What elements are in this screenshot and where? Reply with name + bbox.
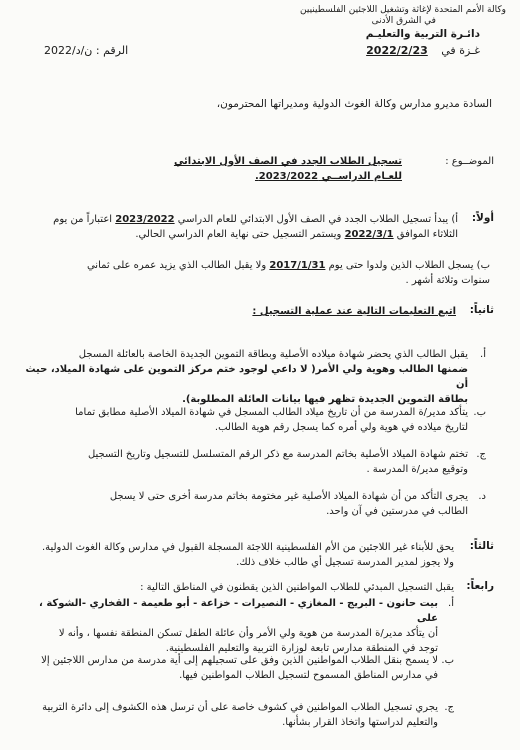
section-fourth-label: رابعاً: xyxy=(466,580,494,592)
org-name-line2: في الشرق الأدنى xyxy=(371,16,436,26)
org-name-line1: وكالة الأمم المتحدة لإغاثة وتشغيل اللاجئين الفلسطينيين xyxy=(300,5,506,15)
list-line: توجد في المنطقة مدارس تابعة لوزارة التربية والتعليم الفلسطينية. xyxy=(165,643,438,654)
section-second-heading: اتبع التعليمات التالية عند عملية التسجيل : xyxy=(252,306,456,317)
first-b-date: 2017/1/31 xyxy=(269,260,326,271)
salutation: السادة مديرو مدارس وكالة الغوث الدولية ومديراتها المحترمون، xyxy=(216,98,492,110)
list-marker: ب. xyxy=(473,407,486,418)
second-item-c xyxy=(18,447,486,477)
places-list: بيت حانون - البريج - المغازي - النصيرات - خزاعة - أبو طعيمة - القخاري -الشوكة ، على xyxy=(39,598,438,624)
list-line: الطالب في مدرستين في آن واحد. xyxy=(326,506,468,517)
list-line: تختم شهادة الميلاد الأصلية بخاتم المدرسة مع ذكر الرقم المتسلسل للتسجيل وتاريخ التسجيل xyxy=(87,449,468,460)
fourth-item-c xyxy=(18,700,486,730)
first-a-date: 2022/3/1 xyxy=(344,229,394,240)
third-line: ولا يجوز لمدير المدرسة تسجيل أي طالب خلاف ذلك. xyxy=(236,557,454,568)
subject-label: الموضــوع : xyxy=(445,156,494,167)
list-line: في مدارس المناطق المسموح لتسجيل الطلاب المواطنين فيها. xyxy=(179,670,438,681)
list-marker: أ. xyxy=(448,598,454,609)
letter-date xyxy=(366,44,480,57)
org-name xyxy=(246,5,506,27)
second-item-b xyxy=(18,405,486,435)
reference-number: الرقم : ن/د/2022 xyxy=(44,44,129,57)
list-marker: ج. xyxy=(444,702,454,713)
list-line: يجرى التأكد من أن شهادة الميلاد الأصلية غير مختومة بخاتم مدرسة أخرى حتى لا يسجل xyxy=(109,491,468,502)
list-line: يجري تسجيل الطلاب المواطنين في كشوف خاصة على أن ترسل هذه الكشوف إلى دائرة التربية xyxy=(42,702,438,713)
second-item-a xyxy=(18,347,486,407)
first-b-text2: ولا يقبل الطالب الذي يزيد عمره على ثماني xyxy=(86,260,270,271)
fourth-item-a xyxy=(18,596,486,656)
subject-line1: تسجيل الطلاب الجدد في الصف الأول الابتدائي xyxy=(173,156,402,167)
list-marker: أ. xyxy=(480,349,486,360)
date-value: 2022/2/23 xyxy=(366,44,428,57)
section-third-text xyxy=(14,540,454,570)
list-line: لتاريخ ميلاده في هوية ولي أمره كما يسجل رقم هوية الطالب. xyxy=(214,422,468,433)
list-line: أن يتأكد مدير/ة المدرسة من هوية ولي الأمر وأن عائلة الطفل تسكن المنطقة نفسها ، وأنه لا xyxy=(58,628,438,639)
first-a-year: 2023/2022 xyxy=(115,214,175,225)
section-second-label: ثانياً: xyxy=(469,304,494,316)
department-name: دائـرة التربية والتعليـم xyxy=(365,28,480,40)
list-line: والتعليم لدراستها واتخاذ القرار بشأنها. xyxy=(282,717,438,728)
fourth-item-b xyxy=(18,653,486,683)
subject-title xyxy=(102,154,402,184)
section-first-b xyxy=(20,258,490,288)
list-line: يتأكد مدير/ة المدرسة من أن تاريخ ميلاد الطالب المسجل في شهادة الميلاد الأصلية مطابق تماما xyxy=(75,407,468,418)
first-a-text1: أ) يبدأ تسجيل الطلاب الجدد في الصف الأول الابتدائي للعام الدراسي xyxy=(174,214,458,225)
second-item-d xyxy=(18,489,486,519)
list-line: وتوقيع مدير/ة المدرسة . xyxy=(366,464,468,475)
list-line: لا يسمح بنقل الطلاب المواطنين الذين وفق على تسجيلهم إلى أية مدرسة من مدارس اللاجئين إلا xyxy=(41,655,438,666)
section-first-a xyxy=(8,212,458,242)
first-b-text3: سنوات وثلاثة أشهر . xyxy=(405,275,490,286)
list-line: بطاقة التموين الجديدة تظهر فيها بيانات العائلة المطلوبة). xyxy=(182,394,468,405)
first-a-text2: اعتباراً من يوم xyxy=(53,214,116,225)
first-a-text4: ويستمر التسجيل حتى نهاية العام الدراسي الحالي. xyxy=(135,229,345,240)
list-marker: د. xyxy=(478,491,486,502)
first-b-text1: ب) يسجل الطلاب الذين ولدوا حتى يوم xyxy=(325,260,490,271)
list-marker: ب. xyxy=(441,655,454,666)
fourth-intro: يقبل التسجيل المبدئي للطلاب المواطنين الذين يقطنون في المناطق التالية : xyxy=(140,582,454,593)
section-first-label: أولاً: xyxy=(471,212,494,224)
subject-line2: للعـام الدراســي 2023/2022. xyxy=(254,171,402,182)
list-line: ضمنها الطالب وهوية ولي الأمر( لا داعي لوجود ختم مركز التموين على شهادة الميلاد، حيث أن xyxy=(25,364,468,390)
list-marker: ج. xyxy=(476,449,486,460)
first-a-text3: الثلاثاء الموافق xyxy=(393,229,458,240)
list-line: يقبل الطالب الذي يحضر شهادة ميلاده الأصلية وبطاقة التموين الجديدة الخاصة بالعائلة المسجل xyxy=(78,349,468,360)
section-third-label: ثالثاً: xyxy=(469,540,494,552)
third-line: يحق للأبناء غير اللاجئين من الأم الفلسطينية اللاجئة المسجلة القبول في مدارس وكالة الغوث الدولية. xyxy=(41,542,454,553)
date-prefix: غـزة في xyxy=(441,44,480,57)
